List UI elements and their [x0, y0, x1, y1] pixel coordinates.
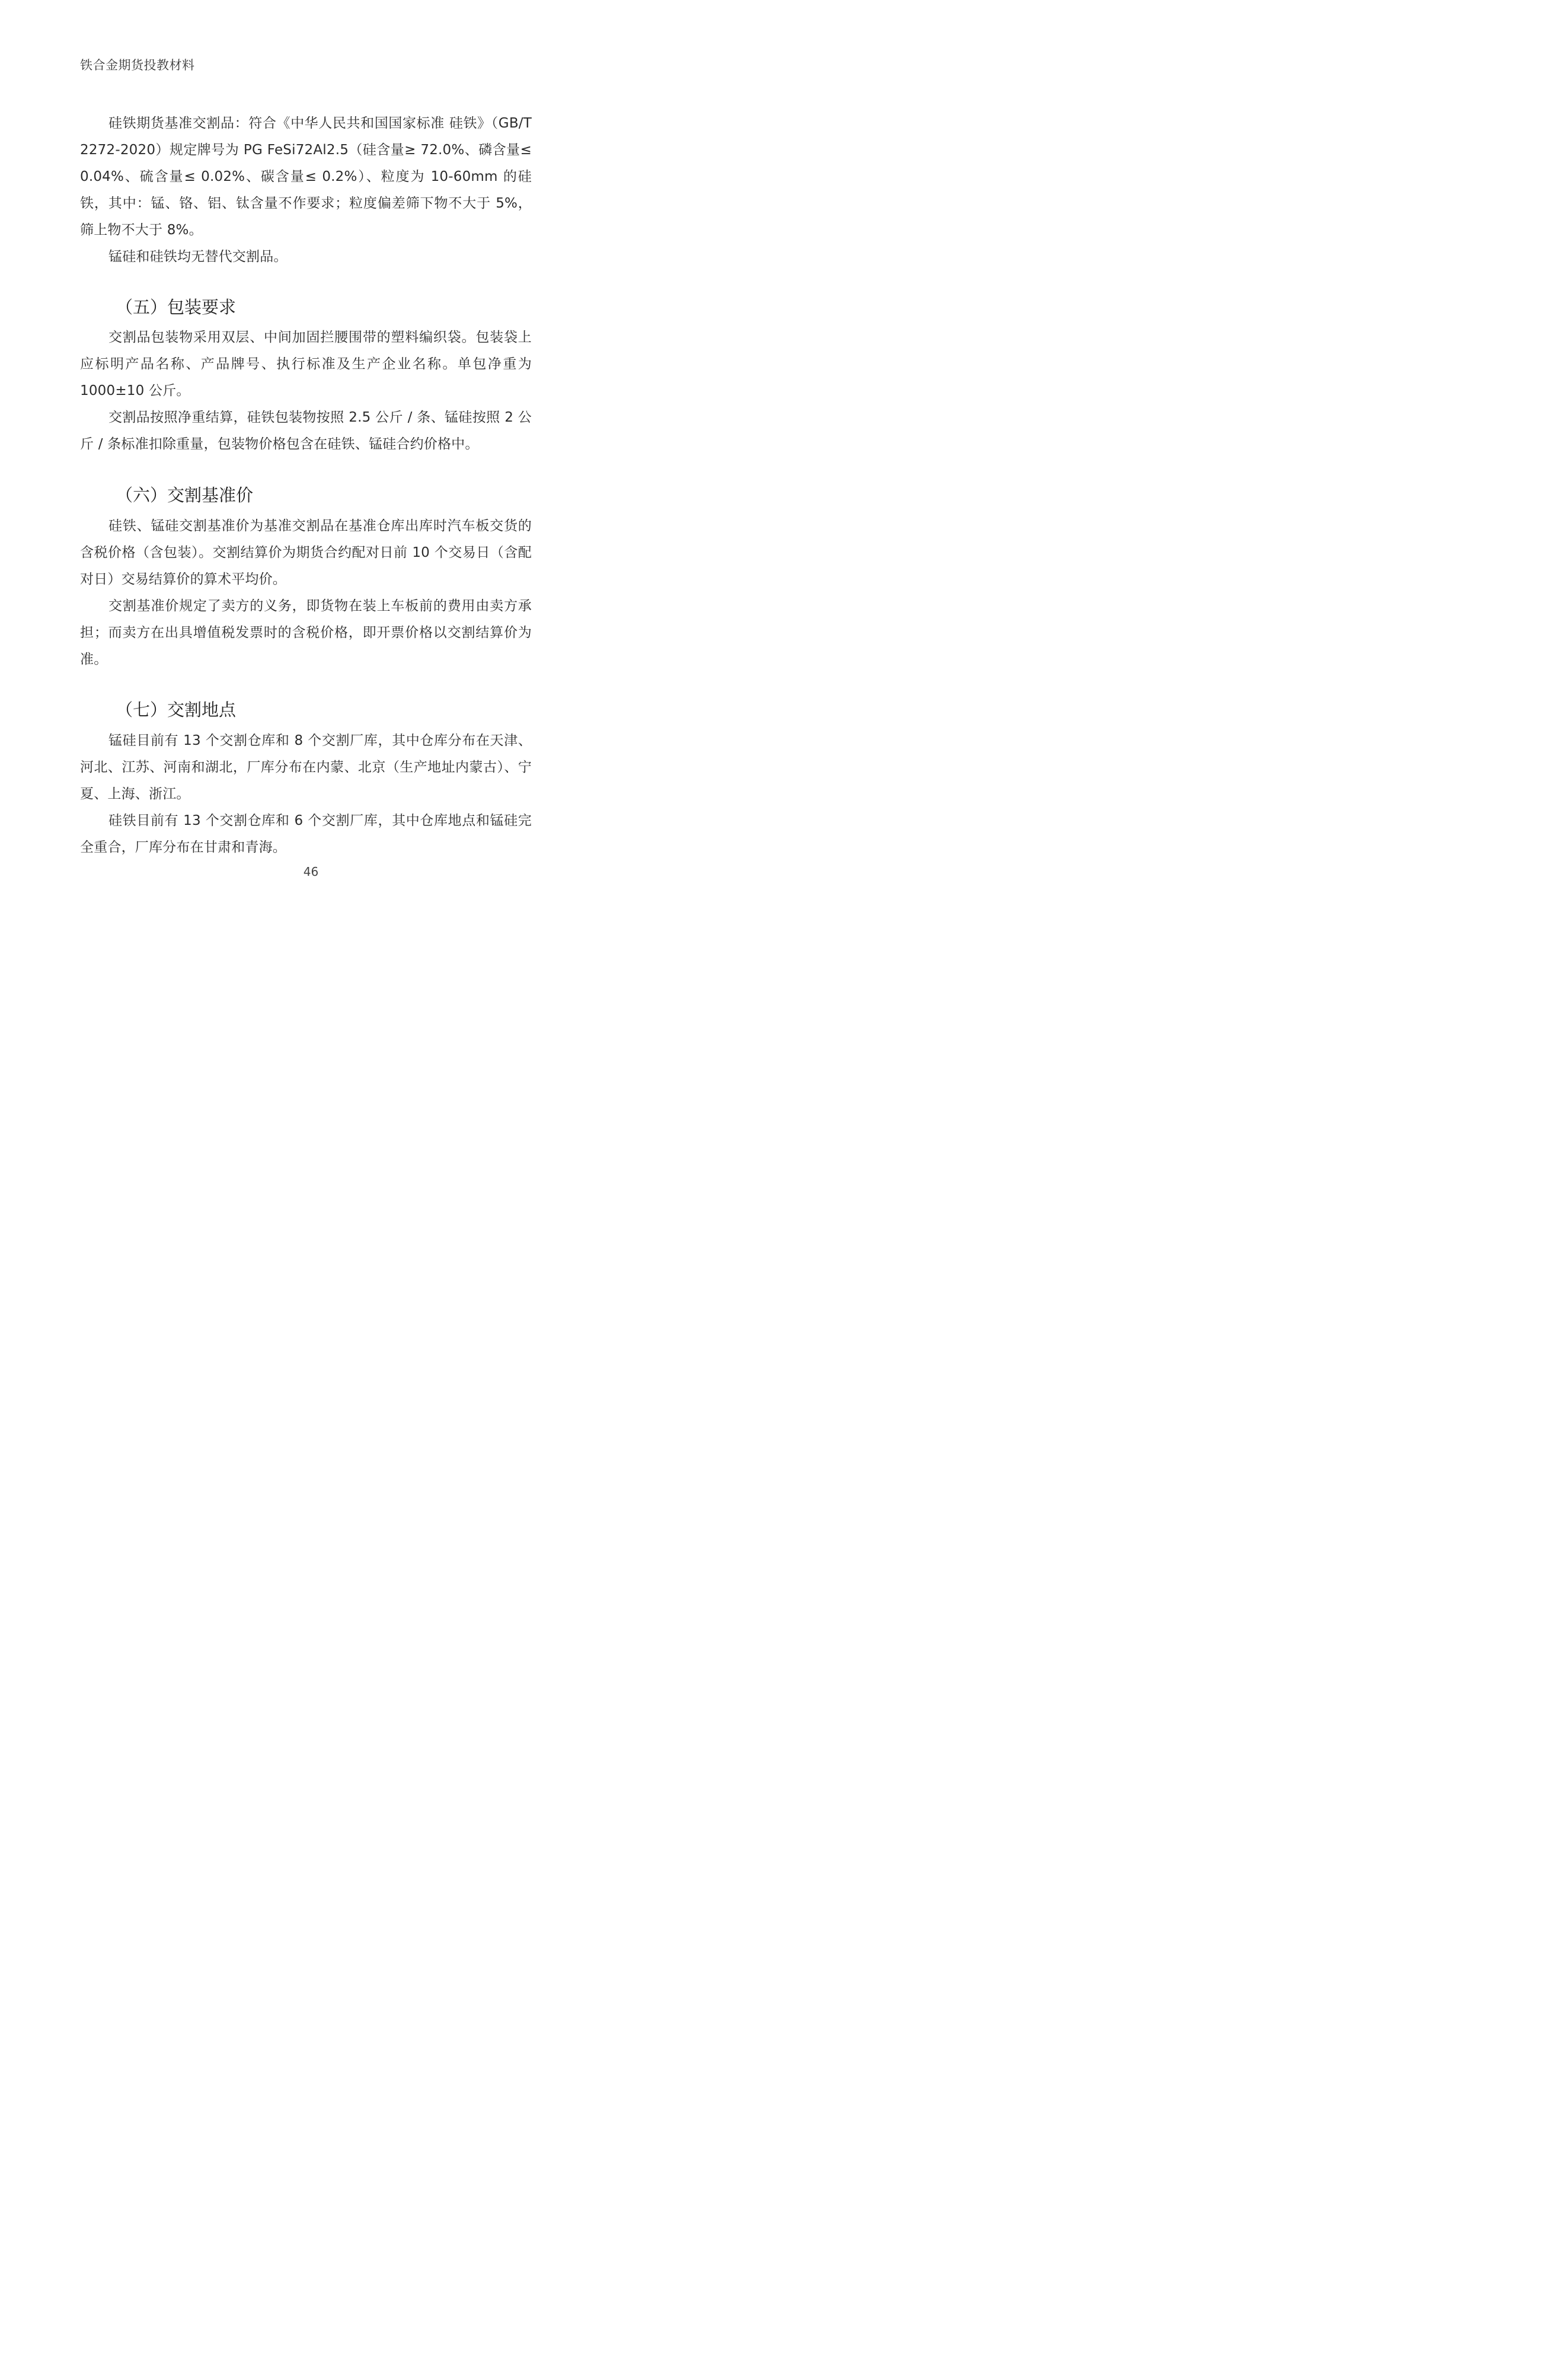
page-content — [80, 110, 532, 861]
paragraph-packaging-bags: 交割品包装物采用双层、中间加固拦腰围带的塑料编织袋。包装袋上应标明产品名称、产品牌号、执行标准及生产企业名称。单包净重为 1000±10 公斤。 — [80, 330, 532, 398]
paragraph-ferrosilicon-warehouses: 硅铁目前有 13 个交割仓库和 6 个交割厂库，其中仓库地点和锰硅完全重合，厂库分布在甘肃和青海。 — [80, 813, 532, 855]
paragraph-packaging-settlement: 交割品按照净重结算，硅铁包装物按照 2.5 公斤 / 条、锰硅按照 2 公斤 / 条标准扣除重量，包装物价格包含在硅铁、锰硅合约价格中。 — [80, 410, 532, 452]
document-page — [0, 0, 622, 933]
paragraph-benchmark-price-definition: 硅铁、锰硅交割基准价为基准交割品在基准仓库出库时汽车板交货的含税价格（含包装）。交割结算价为期货合约配对日前 10 个交易日（含配对日）交易结算价的算术平均价。 — [80, 518, 532, 587]
paragraph-benchmark-ferrosilicon: 硅铁期货基准交割品：符合《中华人民共和国国家标准 硅铁》（GB/T 2272-2020）规定牌号为 PG FeSi72Al2.5（硅含量≥ 72.0%、磷含量≤ 0.04%、硫含量≤ 0.02%、碳含量≤ 0.2%）、粒度为 10-60mm 的硅铁，其中：锰、铬、铝、钛含量不作要求；粒度偏差筛下物不大于 5%，筛上物不大于 8%。 — [80, 116, 532, 238]
paragraph-no-substitute: 锰硅和硅铁均无替代交割品。 — [108, 249, 288, 264]
section-heading-benchmark-price: （六）交割基准价 — [116, 485, 254, 505]
paragraph-silicomanganese-warehouses: 锰硅目前有 13 个交割仓库和 8 个交割厂库，其中仓库分布在天津、河北、江苏、河南和湖北，厂库分布在内蒙、北京（生产地址内蒙古）、宁夏、上海、浙江。 — [80, 733, 532, 802]
running-header: 铁合金期货投教材料 — [80, 58, 195, 72]
page-number: 46 — [303, 865, 319, 879]
section-heading-packaging: （五）包装要求 — [116, 297, 237, 317]
paragraph-seller-obligation: 交割基准价规定了卖方的义务，即货物在装上车板前的费用由卖方承担；而卖方在出具增值税发票时的含税价格，即开票价格以交割结算价为准。 — [80, 598, 532, 667]
section-heading-delivery-location: （七）交割地点 — [116, 700, 237, 720]
